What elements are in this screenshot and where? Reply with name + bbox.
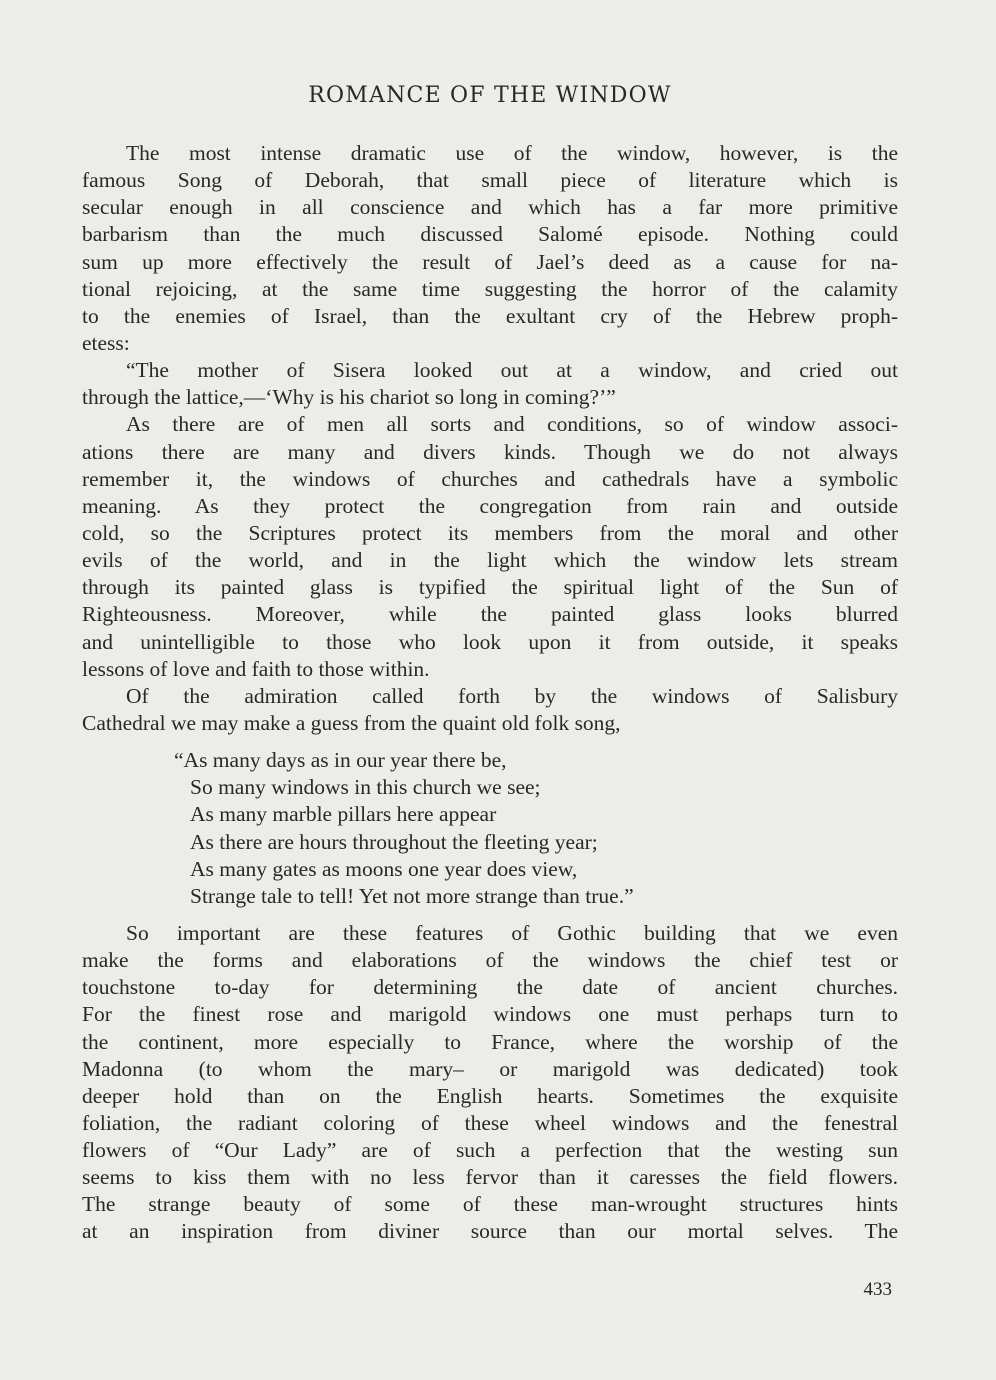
- text-line: barbarism than the much discussed Salomé episode. Nothing could: [82, 222, 898, 247]
- text-line: The strange beauty of some of these man-wrought structures hints: [82, 1192, 898, 1217]
- text-line: foliation, the radiant coloring of these wheel windows and the fenestral: [82, 1110, 898, 1135]
- text-line: Righteousness. Moreover, while the painted glass looks blurred: [82, 602, 898, 627]
- text-line: deeper hold than on the English hearts. Sometimes the exquisite: [82, 1083, 898, 1108]
- page-number: 433: [863, 1279, 892, 1300]
- text-line: the continent, more especially to France, where the worship of the: [82, 1029, 898, 1054]
- spacer: [82, 910, 898, 920]
- text-line: meaning. As they protect the congregation from rain and outside: [82, 493, 898, 518]
- text-line: evils of the world, and in the light which the window lets stream: [82, 548, 898, 573]
- verse-line: As many gates as moons one year does view,: [190, 856, 578, 881]
- body-text: [82, 140, 898, 1246]
- text-line: sum up more effectively the result of Jael’s deed as a cause for na-: [82, 249, 898, 274]
- text-line: So important are these features of Gothic building that we even: [126, 920, 898, 945]
- text-line: to the enemies of Israel, than the exultant cry of the Hebrew proph-: [82, 303, 898, 328]
- text-line: ations there are many and divers kinds. Though we do not always: [82, 439, 898, 464]
- verse-line: As many marble pillars here appear: [190, 802, 497, 827]
- verse-line: “As many days as in our year there be,: [174, 748, 507, 773]
- text-line: Of the admiration called forth by the windows of Salisbury: [126, 683, 898, 708]
- quote-line: “The mother of Sisera looked out at a window, and cried out: [126, 358, 898, 383]
- text-line: and unintelligible to those who look upon it from outside, it speaks: [82, 629, 898, 654]
- text-line: famous Song of Deborah, that small piece of literature which is: [82, 168, 898, 193]
- verse-line: As there are hours throughout the fleeting year;: [190, 829, 598, 854]
- text-line: cold, so the Scriptures protect its members from the moral and other: [82, 520, 898, 545]
- text-line: etess:: [82, 330, 130, 355]
- spacer: [82, 737, 898, 747]
- text-line: at an inspiration from diviner source than our mortal selves. The: [82, 1219, 898, 1244]
- text-line: touchstone to-day for determining the date of ancient churches.: [82, 975, 898, 1000]
- text-line: lessons of love and faith to those within.: [82, 656, 430, 681]
- text-line: The most intense dramatic use of the window, however, is the: [126, 141, 898, 165]
- text-line: For the finest rose and marigold windows one must perhaps turn to: [82, 1002, 898, 1027]
- text-line: As there are of men all sorts and conditions, so of window associ-: [126, 412, 898, 437]
- text-line: make the forms and elaborations of the windows the chief test or: [82, 948, 898, 973]
- running-heading: ROMANCE OF THE WINDOW: [308, 83, 672, 108]
- text-line: Madonna (to whom the mary– or marigold was dedicated) took: [82, 1056, 898, 1081]
- text-line: remember it, the windows of churches and cathedrals have a symbolic: [82, 466, 898, 491]
- quote-line: through the lattice,—‘Why is his chariot so long in coming?’”: [82, 385, 616, 410]
- text-line: secular enough in all conscience and which has a far more primitive: [82, 195, 898, 220]
- text-line: through its painted glass is typified the spiritual light of the Sun of: [82, 575, 898, 600]
- text-line: tional rejoicing, at the same time suggesting the horror of the calamity: [82, 276, 898, 301]
- verse-line: So many windows in this church we see;: [190, 775, 541, 800]
- text-line: Cathedral we may make a guess from the quaint old folk song,: [82, 710, 621, 735]
- verse-line: Strange tale to tell! Yet not more strange than true.”: [190, 883, 634, 908]
- text-line: seems to kiss them with no less fervor than it caresses the field flowers.: [82, 1165, 898, 1190]
- text-line: flowers of “Our Lady” are of such a perfection that the westing sun: [82, 1138, 898, 1163]
